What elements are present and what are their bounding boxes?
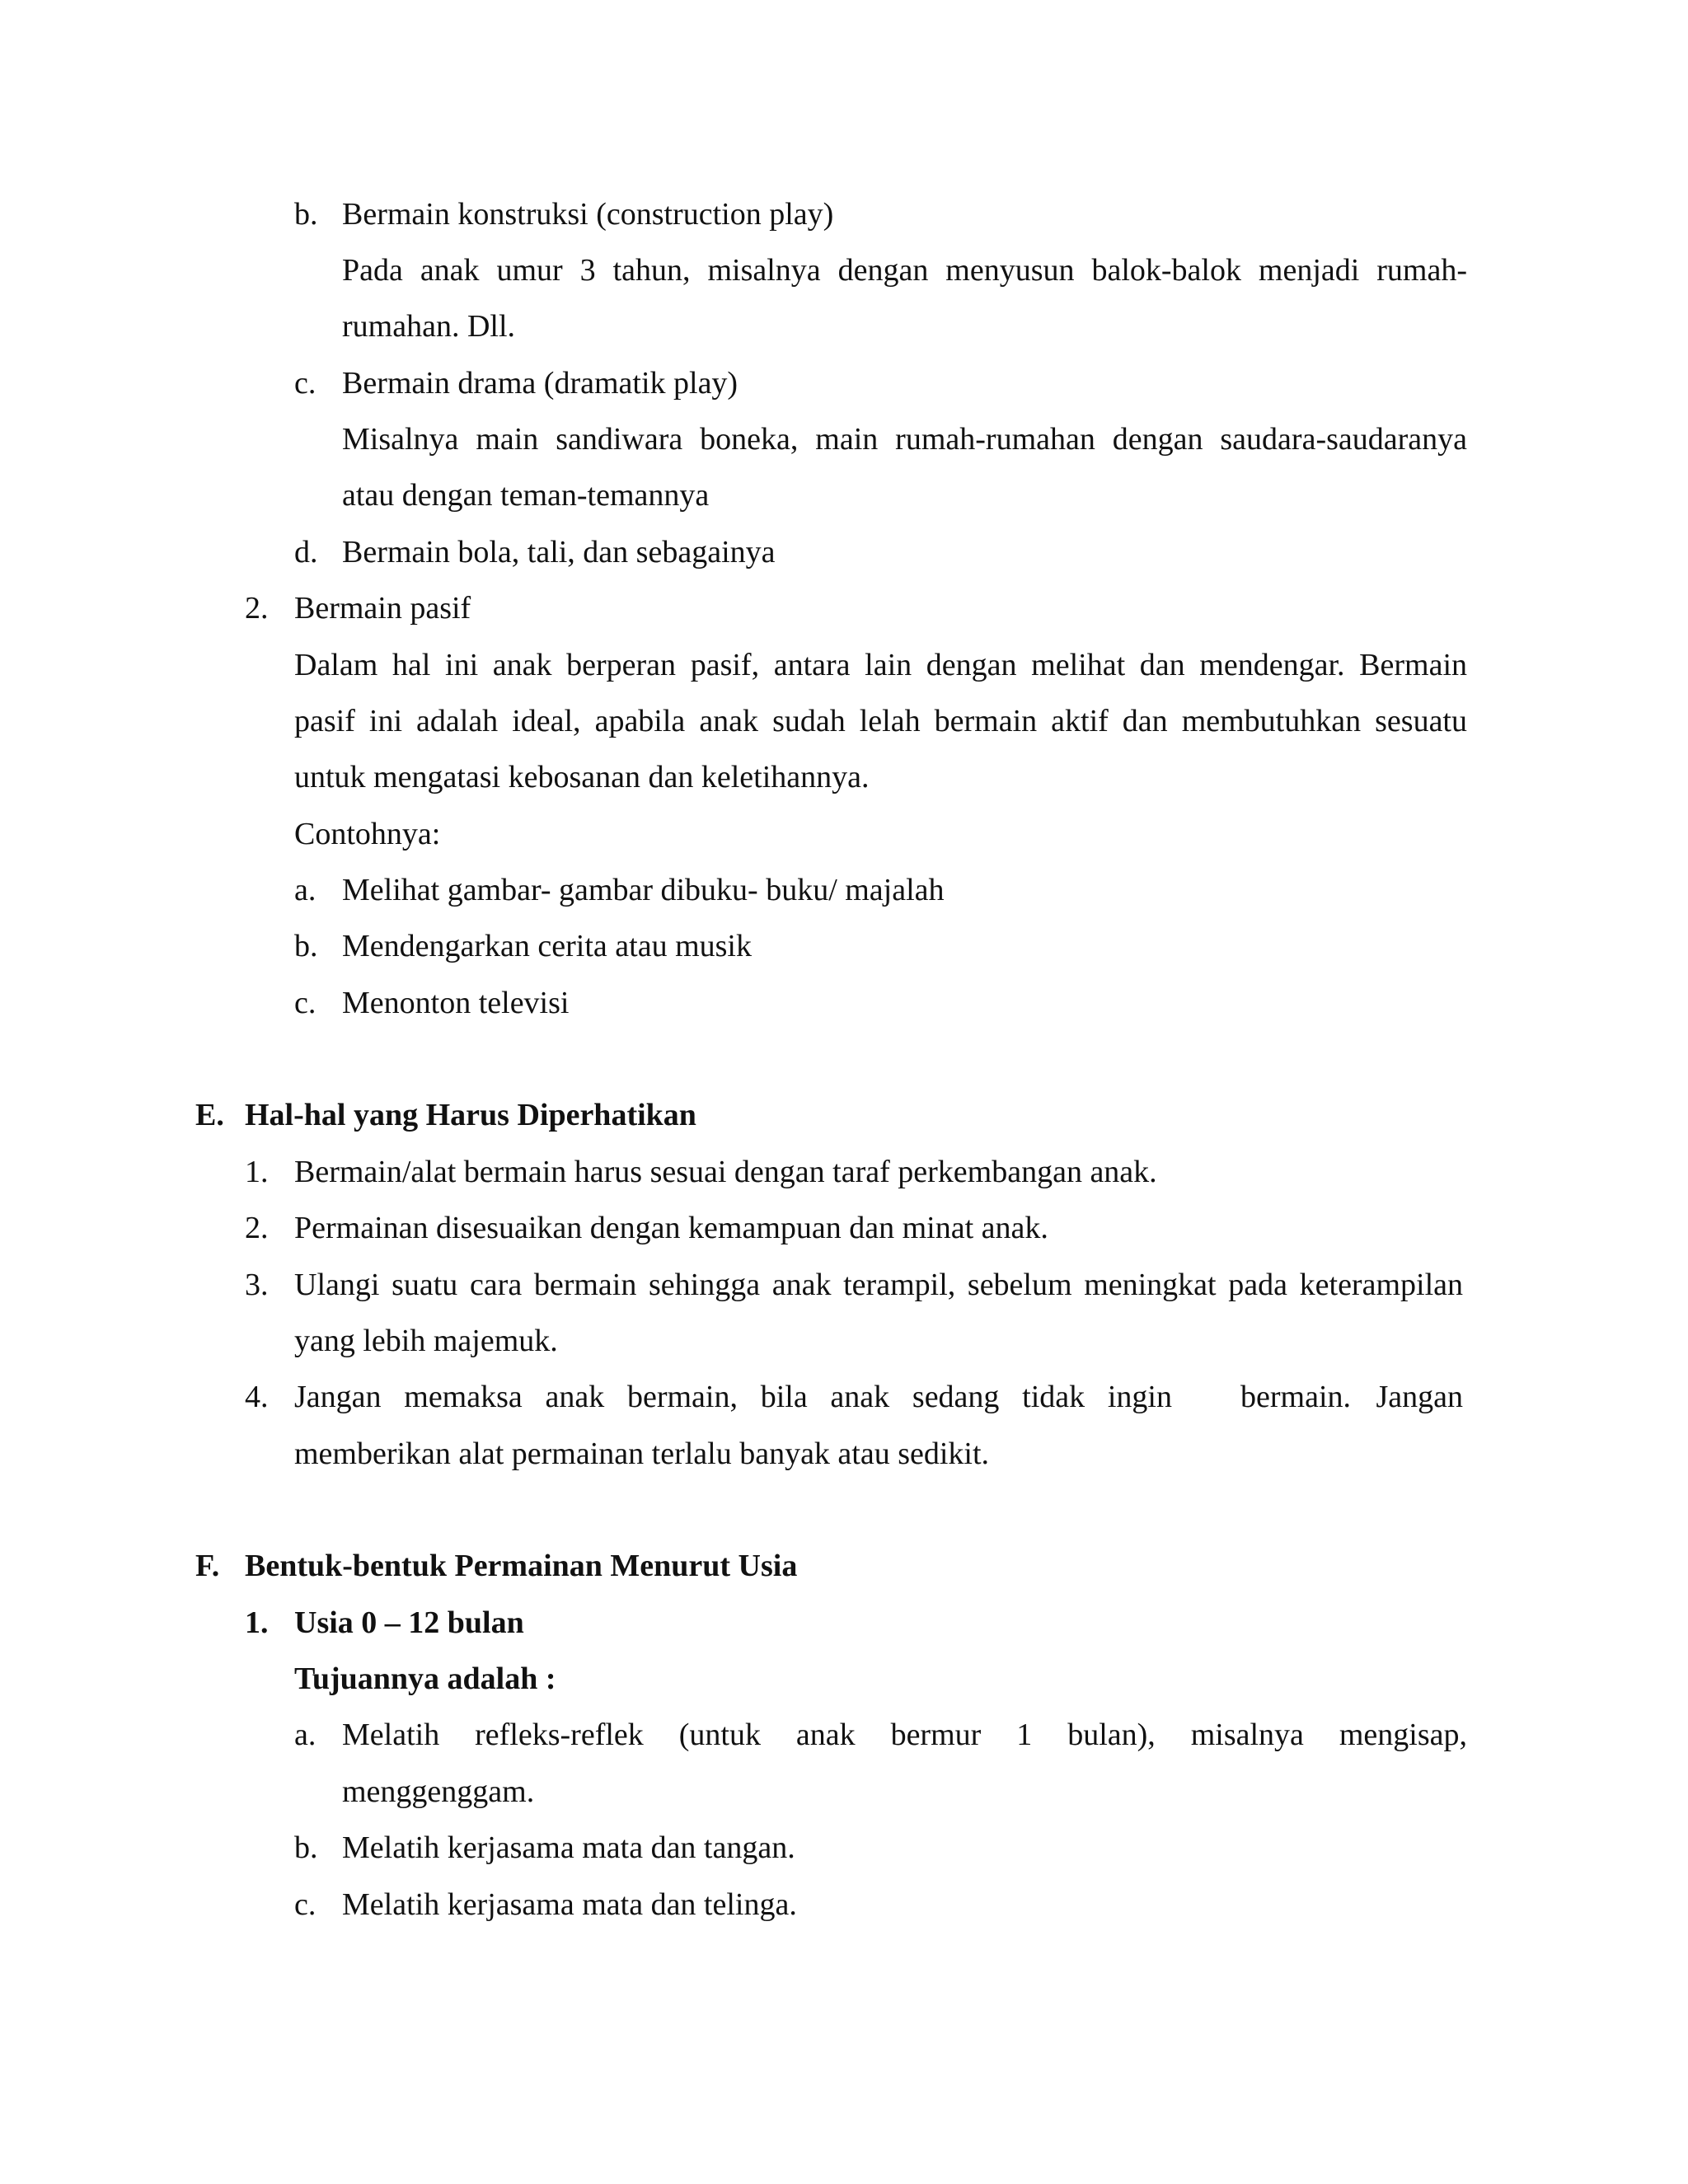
- list-item: Melatih kerjasama mata dan telinga.: [342, 1887, 797, 1922]
- list-item-continuation: menggenggam.: [342, 1774, 535, 1809]
- list-marker: 1.: [245, 1605, 269, 1640]
- list-item-title: Bermain bola, tali, dan sebagainya: [342, 535, 776, 569]
- list-marker: d.: [294, 535, 318, 569]
- list-marker: c.: [294, 1887, 316, 1922]
- list-item-continuation: memberikan alat permainan terlalu banyak atau sedikit.: [294, 1436, 990, 1471]
- list-marker: 1.: [245, 1155, 269, 1189]
- list-item: Melatih refleks-reflek (untuk anak bermur 1 bulan), misalnya mengisap,: [342, 1718, 1467, 1752]
- list-item-title: Bermain pasif: [294, 591, 471, 626]
- list-marker: 4.: [245, 1380, 269, 1414]
- list-item: Permainan disesuaikan dengan kemampuan dan minat anak.: [294, 1211, 1048, 1245]
- list-item-title: Bermain drama (dramatik play): [342, 366, 738, 401]
- list-marker: b.: [294, 1830, 318, 1865]
- list-item: Melatih kerjasama mata dan tangan.: [342, 1830, 795, 1865]
- goal-label: Tujuannya adalah :: [294, 1661, 556, 1696]
- list-item: Menonton televisi: [342, 986, 570, 1020]
- list-item: Mendengarkan cerita atau musik: [342, 929, 752, 963]
- section-heading: Hal-hal yang Harus Diperhatikan: [245, 1098, 696, 1132]
- list-item-description: atau dengan teman-temannya: [342, 478, 710, 513]
- list-marker: 3.: [245, 1268, 269, 1302]
- list-marker: c.: [294, 986, 316, 1020]
- list-item: Bermain/alat bermain harus sesuai dengan taraf perkembangan anak.: [294, 1155, 1157, 1189]
- list-item-description: rumahan. Dll.: [342, 309, 516, 344]
- paragraph-line: untuk mengatasi kebosanan dan keletihannya.: [294, 760, 870, 794]
- list-item: bermain. Jangan: [1240, 1380, 1463, 1414]
- list-marker: b.: [294, 197, 318, 232]
- list-marker: b.: [294, 929, 318, 963]
- list-marker: 2.: [245, 1211, 269, 1245]
- list-item-description: Pada anak umur 3 tahun, misalnya dengan menyusun balok-balok menjadi rumah-: [342, 253, 1467, 288]
- list-item: Jangan memaksa anak bermain, bila anak sedang tidak ingin: [294, 1380, 1172, 1414]
- list-marker: a.: [294, 873, 316, 907]
- paragraph-line: Dalam hal ini anak berperan pasif, antara lain dengan melihat dan mendengar. Bermain: [294, 648, 1467, 682]
- section-marker: F.: [195, 1549, 220, 1583]
- paragraph-line: pasif ini adalah ideal, apabila anak sudah lelah bermain aktif dan membutuhkan sesuatu: [294, 704, 1467, 738]
- list-marker: a.: [294, 1718, 316, 1752]
- list-item: Melihat gambar- gambar dibuku- buku/ majalah: [342, 873, 945, 907]
- list-item: Ulangi suatu cara bermain sehingga anak terampil, sebelum meningkat pada keterampilan: [294, 1268, 1463, 1302]
- list-marker: 2.: [245, 591, 269, 626]
- examples-label: Contohnya:: [294, 817, 441, 851]
- list-item-title: Bermain konstruksi (construction play): [342, 197, 834, 232]
- section-heading: Bentuk-bentuk Permainan Menurut Usia: [245, 1549, 798, 1583]
- list-marker: c.: [294, 366, 316, 401]
- subsection-heading: Usia 0 – 12 bulan: [294, 1605, 524, 1640]
- list-item-description: Misalnya main sandiwara boneka, main rumah-rumahan dengan saudara-saudaranya: [342, 422, 1467, 457]
- section-marker: E.: [195, 1098, 224, 1132]
- list-item-continuation: yang lebih majemuk.: [294, 1324, 558, 1358]
